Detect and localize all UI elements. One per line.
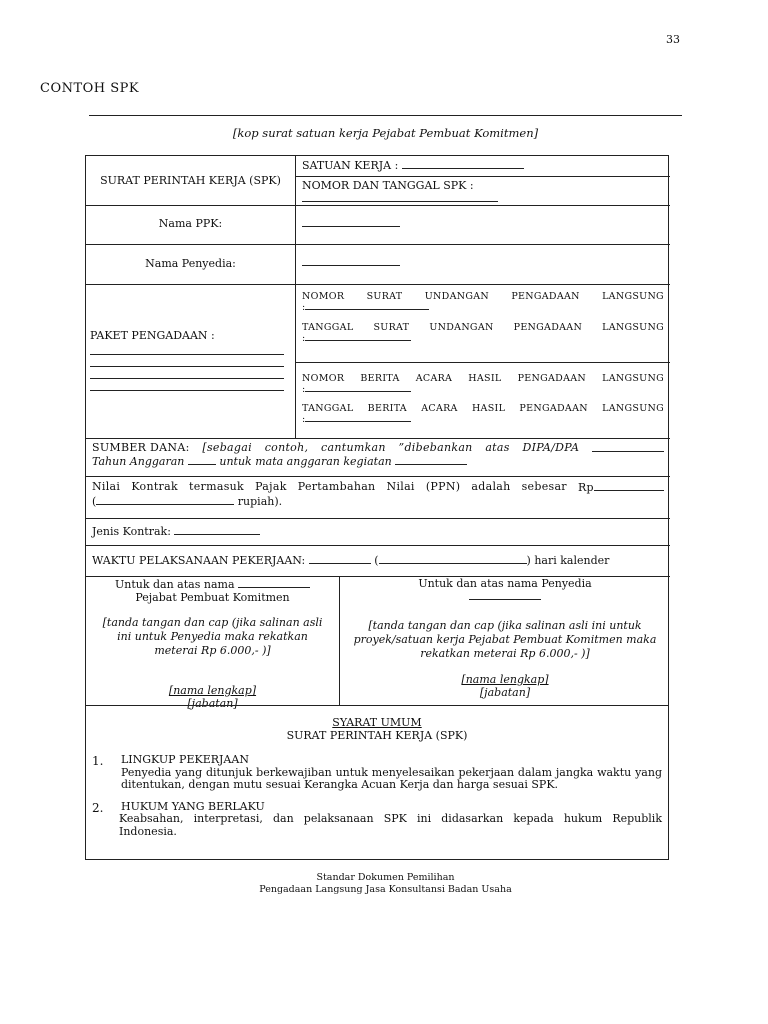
sign-right-name: [nama lengkap] (461, 673, 549, 686)
word: BERITA (367, 403, 407, 414)
satuan-kerja-label: SATUAN KERJA : (302, 159, 399, 172)
word: LANGSUNG (602, 403, 664, 414)
word: LANGSUNG (602, 322, 664, 333)
word: NOMOR (302, 373, 345, 384)
waktu-blank[interactable] (309, 553, 371, 564)
word: TANGGAL (302, 322, 354, 333)
open-paren: ( (92, 495, 97, 508)
terbilang-blank[interactable] (96, 494, 234, 505)
word: ACARA (421, 403, 458, 414)
tanggal-surat-line (302, 322, 664, 333)
spk-form-table (85, 155, 669, 710)
word: PENGADAAN (511, 291, 580, 302)
footer-line-1: Standar Dokumen Pemilihan (316, 872, 455, 883)
nomor-surat-value (302, 302, 664, 316)
paket-label: PAKET PENGADAAN : (90, 329, 215, 342)
page-number: 33 (666, 33, 680, 46)
waktu-label: WAKTU PELAKSANAAN PEKERJAAN: (92, 554, 306, 567)
paket-blank-3[interactable] (90, 367, 284, 379)
berita-acara-cell (295, 362, 670, 438)
nomor-berita-line (302, 373, 664, 384)
word: (PPN) (425, 480, 461, 493)
paket-blank-1[interactable] (90, 344, 284, 355)
spk-label: SURAT PERINTAH KERJA (SPK) (100, 174, 281, 187)
nomor-tanggal-label: NOMOR DAN TANGGAL SPK : (302, 179, 474, 192)
sign-right-blank[interactable] (469, 595, 541, 600)
satuan-kerja-blank[interactable] (402, 158, 524, 169)
word: BERITA (360, 373, 400, 384)
tanggal-surat-blank[interactable] (305, 337, 411, 341)
word: adalah (471, 480, 511, 493)
sumber-dana-cell (86, 438, 670, 476)
word: HASIL (471, 403, 506, 414)
nilai-kontrak-cell (86, 476, 670, 518)
sign-left-line-2: Pejabat Pembuat Komitmen (135, 591, 290, 604)
word: ACARA (415, 373, 453, 384)
footer-line-2: Pengadaan Langsung Jasa Konsultansi Badan Usaha (259, 884, 512, 895)
word: termasuk (189, 480, 244, 493)
colon: : (302, 333, 306, 344)
nomor-berita-value (302, 384, 664, 398)
tanggal-surat-value (302, 333, 664, 344)
mata-anggaran-label: untuk mata anggaran kegiatan (219, 455, 392, 468)
hari-kalender-label: ) hari kalender (526, 554, 610, 567)
word: LANGSUNG (602, 291, 664, 302)
colon: : (302, 302, 306, 313)
satuan-kerja-cell (295, 156, 670, 176)
sign-left-position: [jabatan] (187, 697, 238, 710)
colon: : (302, 414, 306, 425)
sign-left-blank[interactable] (238, 577, 310, 588)
word: Pertambahan (297, 480, 376, 493)
word: sebesar (521, 480, 567, 493)
jenis-kontrak-label: Jenis Kontrak: (92, 525, 171, 538)
word: atas (485, 441, 510, 454)
word: SURAT (373, 322, 410, 333)
sign-left-name: [nama lengkap] (168, 684, 257, 697)
nomor-surat-blank[interactable] (305, 306, 429, 310)
open-paren: ( (374, 554, 379, 567)
nama-ppk-blank[interactable] (302, 216, 400, 227)
sign-right-position: [jabatan] (479, 686, 531, 699)
nilai-blank[interactable] (594, 480, 664, 491)
sign-left-cell (86, 576, 339, 710)
word: Kontrak (131, 480, 178, 493)
syarat-item-1 (92, 754, 662, 792)
paket-blank-4[interactable] (90, 379, 284, 391)
sign-right-note: [tanda tangan dan cap (jika salinan asli ini untuk proyek/satuan kerja Pejabat Pembuat Komitmen maka rekatkan meterai Rp 6.000,- )] (353, 619, 657, 660)
dipa-blank[interactable] (592, 441, 664, 452)
word: contoh, (264, 441, 309, 454)
tahun-anggaran-label: Tahun Anggaran (92, 455, 185, 468)
spk-label-cell (86, 156, 295, 205)
nomor-berita-blank[interactable] (305, 388, 411, 392)
item-heading: HUKUM YANG BERLAKU (121, 799, 265, 813)
sumber-dana-line-1 (92, 441, 664, 454)
waktu-terbilang-blank[interactable] (379, 553, 527, 564)
sign-left-note: [tanda tangan dan cap (jika salinan asli ini untuk Penyedia maka rekatkan meterai Rp 6.000,- )] (102, 616, 323, 657)
rp-group (578, 480, 664, 494)
nama-penyedia-label-cell (86, 244, 295, 284)
word: PENGADAAN (519, 403, 588, 414)
sumber-dana-line-2 (92, 454, 664, 468)
word: NOMOR (302, 291, 345, 302)
word: Pajak (255, 480, 287, 493)
sumber-dana-label: SUMBER DANA: (92, 441, 190, 454)
rp-label: Rp (577, 481, 594, 494)
item-heading: LINGKUP PEKERJAAN (121, 753, 249, 766)
nama-penyedia-value-cell (295, 244, 670, 284)
word: ”dibebankan (398, 441, 473, 454)
item-number: 1. (92, 754, 104, 768)
tahun-blank[interactable] (188, 454, 216, 465)
undangan-cell (295, 284, 670, 362)
footer (89, 872, 682, 896)
word: cantumkan (321, 441, 386, 454)
kop-surat-note: [kop surat satuan kerja Pejabat Pembuat Komitmen] (232, 126, 539, 140)
syarat-umum-box (85, 705, 669, 860)
nilai-kontrak-line-2 (92, 494, 664, 508)
nama-ppk-label: Nama PPK: (158, 217, 223, 230)
word: UNDANGAN (424, 291, 490, 302)
tanggal-berita-line (302, 403, 664, 414)
item-body: Keabsahan, interpretasi, dan pelaksanaan SPK ini didasarkan kepada hukum Republik Indonesia. (119, 812, 662, 838)
word: Nilai (386, 480, 415, 493)
nomor-tanggal-blank[interactable] (302, 197, 498, 202)
tanggal-berita-value (302, 414, 664, 425)
nama-penyedia-label: Nama Penyedia: (145, 257, 236, 270)
rupiah-label: rupiah). (237, 495, 283, 508)
nama-penyedia-blank[interactable] (302, 255, 400, 266)
word: TANGGAL (302, 403, 354, 414)
word: PENGADAAN (517, 373, 587, 384)
top-rule (89, 115, 682, 116)
jenis-kontrak-blank[interactable] (174, 524, 260, 535)
syarat-title: SYARAT UMUM (332, 716, 422, 729)
mata-anggaran-blank[interactable] (395, 454, 467, 465)
sign-right-blank-line (348, 590, 662, 603)
colon: : (302, 384, 306, 395)
word: DIPA/DPA (522, 441, 580, 454)
word: Nilai (92, 480, 121, 493)
sign-right-cell (339, 576, 670, 706)
paket-blank-2[interactable] (90, 355, 284, 367)
syarat-subtitle: SURAT PERINTAH KERJA (SPK) (286, 729, 468, 742)
syarat-item-2 (92, 801, 662, 839)
paket-label-cell (86, 284, 295, 438)
jenis-kontrak-cell (86, 518, 670, 545)
nomor-tanggal-cell (295, 176, 670, 205)
waktu-cell (86, 545, 670, 576)
item-number: 2. (92, 800, 104, 815)
nama-ppk-value-cell (295, 205, 670, 244)
sign-left-line-1 (94, 577, 331, 591)
item-body: Penyedia yang ditunjuk berkewajiban untuk menyelesaikan pekerjaan dalam jangka waktu yang ditentukan, dengan mutu sesuai Kerangka Acuan Kerja dan harga sesuai SPK. (121, 765, 662, 791)
word: [sebagai (202, 441, 252, 454)
word: PENGADAAN (513, 322, 583, 333)
word: SURAT (366, 291, 403, 302)
nilai-kontrak-line-1 (92, 480, 664, 494)
document-title: CONTOH SPK (40, 81, 140, 96)
sign-left-title: Untuk dan atas nama (114, 578, 235, 591)
word: UNDANGAN (429, 322, 494, 333)
tanggal-berita-blank[interactable] (305, 418, 411, 422)
nama-ppk-label-cell (86, 205, 295, 244)
nomor-surat-line (302, 291, 664, 302)
sign-right-title: Untuk dan atas nama Penyedia (418, 577, 592, 590)
word: HASIL (468, 373, 502, 384)
word: LANGSUNG (602, 373, 664, 384)
